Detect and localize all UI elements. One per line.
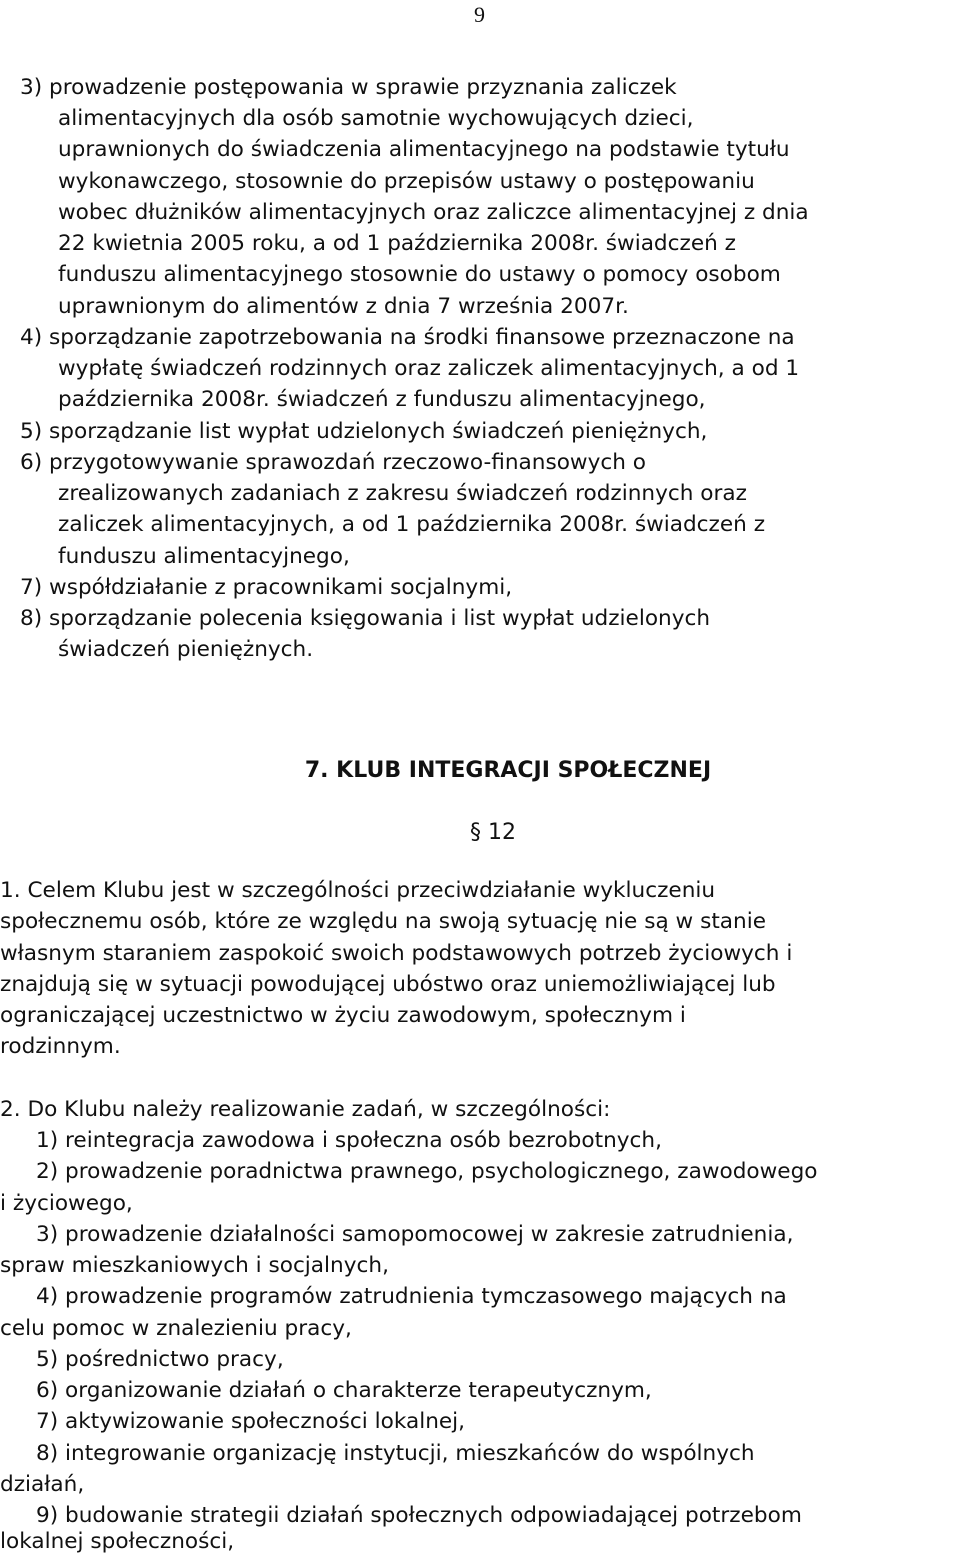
list-line: świadczeń pieniężnych. xyxy=(58,637,314,662)
list-line: zaliczek alimentacyjnych, a od 1 października 2008r. świadczeń z xyxy=(58,512,766,537)
list-line: 7) aktywizowanie społeczności lokalnej, xyxy=(36,1409,466,1434)
list-line: 1) reintegracja zawodowa i społeczna osób bezrobotnych, xyxy=(36,1128,662,1153)
list-line: działań, xyxy=(0,1472,85,1497)
list-line: 9) budowanie strategii działań społecznych odpowiadającej potrzebom xyxy=(36,1503,802,1528)
list-line: i życiowego, xyxy=(0,1191,133,1216)
list-line: 22 kwietnia 2005 roku, a od 1 października 2008r. świadczeń z xyxy=(58,231,737,256)
list-line: spraw mieszkaniowych i socjalnych, xyxy=(0,1253,389,1278)
paragraph-line: 1. Celem Klubu jest w szczególności przeciwdziałanie wykluczeniu xyxy=(0,878,716,903)
section-heading: 7. KLUB INTEGRACJI SPOŁECZNEJ xyxy=(304,758,712,783)
paragraph-sign: § 12 xyxy=(470,820,516,845)
list-line: uprawnionych do świadczenia alimentacyjnego na podstawie tytułu xyxy=(58,137,790,162)
paragraph-line: społecznemu osób, które ze względu na swoją sytuację nie są w stanie xyxy=(0,909,766,934)
list-line: 4) prowadzenie programów zatrudnienia tymczasowego mających na xyxy=(36,1284,787,1309)
list-line: lokalnej społeczności, xyxy=(0,1529,235,1554)
list-line: funduszu alimentacyjnego, xyxy=(58,544,350,569)
list-line: 5) sporządzanie list wypłat udzielonych świadczeń pieniężnych, xyxy=(20,419,708,444)
page-number: 9 xyxy=(474,2,485,27)
list-line: wypłatę świadczeń rodzinnych oraz zaliczek alimentacyjnych, a od 1 xyxy=(58,356,800,381)
list-line: 7) współdziałanie z pracownikami socjalnymi, xyxy=(20,575,513,600)
list-line: 3) prowadzenie postępowania w sprawie przyznania zaliczek xyxy=(20,75,677,100)
list-line: uprawnionym do alimentów z dnia 7 września 2007r. xyxy=(58,294,629,319)
list-line: 3) prowadzenie działalności samopomocowej w zakresie zatrudnienia, xyxy=(36,1222,794,1247)
paragraph-line: ograniczającej uczestnictwo w życiu zawodowym, społecznym i xyxy=(0,1003,686,1028)
list-line: funduszu alimentacyjnego stosownie do ustawy o pomocy osobom xyxy=(58,262,781,287)
list-line: 5) pośrednictwo pracy, xyxy=(36,1347,284,1372)
list-line: wykonawczego, stosownie do przepisów ustawy o postępowaniu xyxy=(58,169,755,194)
paragraph-line: własnym staraniem zaspokoić swoich podstawowych potrzeb życiowych i xyxy=(0,941,793,966)
paragraph-line: znajdują się w sytuacji powodującej ubóstwo oraz uniemożliwiającej lub xyxy=(0,972,776,997)
list-line: 2) prowadzenie poradnictwa prawnego, psychologicznego, zawodowego xyxy=(36,1159,818,1184)
list-line: 6) organizowanie działań o charakterze terapeutycznym, xyxy=(36,1378,652,1403)
list-line: celu pomoc w znalezieniu pracy, xyxy=(0,1316,352,1341)
list-line: alimentacyjnych dla osób samotnie wychowujących dzieci, xyxy=(58,106,694,131)
list-line: 4) sporządzanie zapotrzebowania na środki finansowe przeznaczone na xyxy=(20,325,795,350)
paragraph-line: 2. Do Klubu należy realizowanie zadań, w szczególności: xyxy=(0,1097,611,1122)
list-line: października 2008r. świadczeń z funduszu alimentacyjnego, xyxy=(58,387,706,412)
list-line: wobec dłużników alimentacyjnych oraz zaliczce alimentacyjnej z dnia xyxy=(58,200,809,225)
paragraph-line: rodzinnym. xyxy=(0,1034,121,1059)
list-line: 6) przygotowywanie sprawozdań rzeczowo-finansowych o xyxy=(20,450,646,475)
list-line: 8) sporządzanie polecenia księgowania i list wypłat udzielonych xyxy=(20,606,711,631)
list-line: 8) integrowanie organizację instytucji, mieszkańców do wspólnych xyxy=(36,1441,755,1466)
list-line: zrealizowanych zadaniach z zakresu świadczeń rodzinnych oraz xyxy=(58,481,747,506)
